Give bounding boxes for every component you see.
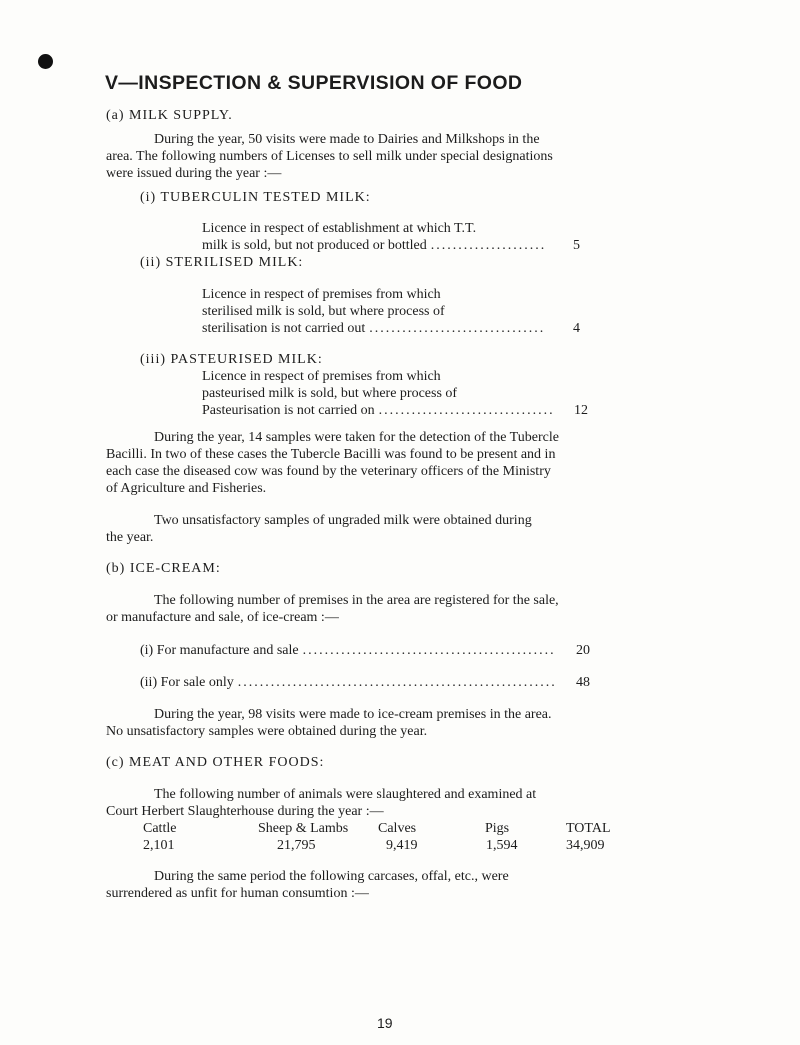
section-milk-heading: (a) MILK SUPPLY. <box>106 108 233 123</box>
tt-milk-heading: (i) TUBERCULIN TESTED MILK: <box>140 190 371 205</box>
carcases-line: During the same period the following carcases, offal, etc., were <box>154 869 509 884</box>
pasteurised-licence-text: Pasteurisation is not carried on <box>202 403 375 418</box>
table-value-sheep-lambs: 21,795 <box>277 838 316 853</box>
icecream-intro-line: or manufacture and sale, of ice-cream :— <box>106 610 339 625</box>
punch-hole <box>38 54 53 69</box>
dot-leader <box>369 320 544 337</box>
icecream-visits-line: No unsatisfactory samples were obtained during the year. <box>106 724 428 739</box>
tb-samples-line: During the year, 14 samples were taken for the detection of the Tubercle <box>154 430 559 445</box>
sterilised-licence-text: sterilised milk is sold, but where process of <box>202 304 445 319</box>
tb-samples-line: of Agriculture and Fisheries. <box>106 481 267 496</box>
pasteurised-licence-row <box>202 402 588 419</box>
page-number: 19 <box>377 1015 393 1031</box>
carcases-line: surrendered as unfit for human consumtion :— <box>106 886 369 901</box>
milk-intro-line: area. The following numbers of Licenses to sell milk under special designations <box>106 149 553 164</box>
dot-leader <box>379 402 552 419</box>
ungraded-milk-line: the year. <box>106 530 154 545</box>
section-meat-heading: (c) MEAT AND OTHER FOODS: <box>106 755 325 770</box>
meat-intro-line: The following number of animals were slaughtered and examined at <box>154 787 537 802</box>
milk-intro-line: were issued during the year :— <box>106 166 282 181</box>
icecream-sale-row <box>140 674 590 691</box>
icecream-manufacture-row <box>140 642 590 659</box>
table-value-total: 34,909 <box>566 838 605 853</box>
dot-leader <box>431 237 544 254</box>
icecream-intro-line: The following number of premises in the area are registered for the sale, <box>154 593 559 608</box>
milk-intro-line: During the year, 50 visits were made to Dairies and Milkshops in the <box>154 132 540 147</box>
tt-licence-text: Licence in respect of establishment at which T.T. <box>202 221 477 236</box>
table-value-calves: 9,419 <box>386 838 418 853</box>
sterilised-milk-heading: (ii) STERILISED MILK: <box>140 255 304 270</box>
icecream-item-label: (ii) For sale only <box>140 675 234 690</box>
pasteurised-licence-count: 12 <box>574 403 588 418</box>
ungraded-milk-line: Two unsatisfactory samples of ungraded milk were obtained during <box>154 513 532 528</box>
sterilised-licence-row <box>202 320 580 337</box>
dot-leader <box>238 674 554 691</box>
table-header-pigs: Pigs <box>485 821 510 836</box>
sterilised-licence-text: Licence in respect of premises from which <box>202 287 441 302</box>
tt-licence-count: 5 <box>573 238 580 253</box>
pasteurised-milk-heading: (iii) PASTEURISED MILK: <box>140 352 323 367</box>
sterilised-licence-text: sterilisation is not carried out <box>202 321 366 336</box>
meat-intro-line: Court Herbert Slaughterhouse during the year :— <box>106 804 384 819</box>
table-header-cattle: Cattle <box>143 821 177 836</box>
table-value-cattle: 2,101 <box>143 838 175 853</box>
pasteurised-licence-text: Licence in respect of premises from which <box>202 369 441 384</box>
table-header-sheep-lambs: Sheep & Lambs <box>258 821 349 836</box>
page-title: V—INSPECTION & SUPERVISION OF FOOD <box>105 72 523 94</box>
table-header-calves: Calves <box>378 821 417 836</box>
icecream-visits-line: During the year, 98 visits were made to ice-cream premises in the area. <box>154 707 552 722</box>
icecream-item-count: 48 <box>576 675 590 690</box>
table-value-pigs: 1,594 <box>486 838 518 853</box>
pasteurised-licence-text: pasteurised milk is sold, but where process of <box>202 386 458 401</box>
dot-leader <box>303 642 554 659</box>
sterilised-licence-count: 4 <box>573 321 580 336</box>
table-header-total: TOTAL <box>566 821 611 836</box>
tb-samples-line: each case the diseased cow was found by the veterinary officers of the Ministry <box>106 464 551 479</box>
tb-samples-line: Bacilli. In two of these cases the Tubercle Bacilli was found to be present and in <box>106 447 556 462</box>
tt-licence-row <box>202 237 580 254</box>
section-icecream-heading: (b) ICE-CREAM: <box>106 561 221 576</box>
tt-licence-text: milk is sold, but not produced or bottled <box>202 238 427 253</box>
icecream-item-label: (i) For manufacture and sale <box>140 643 299 658</box>
icecream-item-count: 20 <box>576 643 590 658</box>
